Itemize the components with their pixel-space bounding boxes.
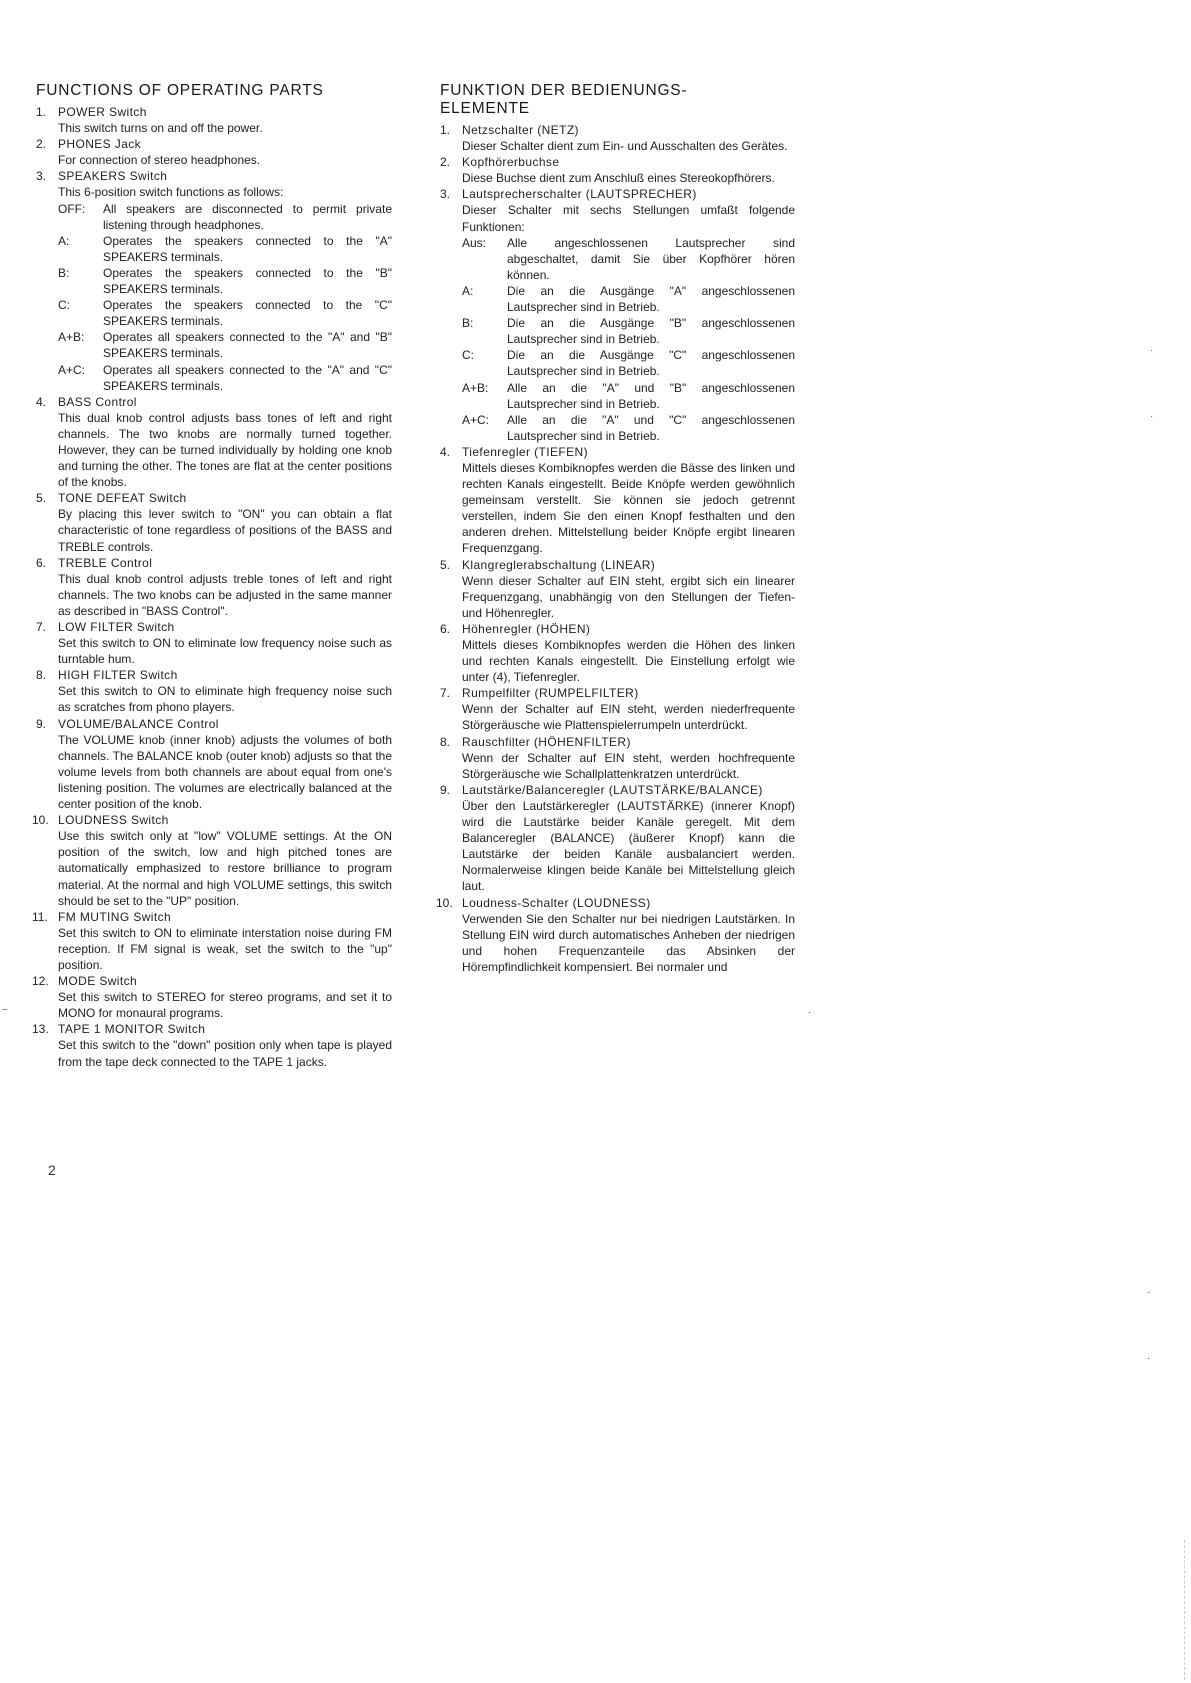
scan-speck: – [2, 1004, 8, 1015]
speaker-option [58, 265, 392, 297]
option-text: Die an die Ausgänge "A" angeschlossenen Lautsprecher sind in Betrieb. [507, 283, 795, 315]
speaker-option [58, 329, 392, 361]
option-text: Die an die Ausgänge "C" angeschlossenen Lautsprecher sind in Betrieb. [507, 348, 795, 379]
speaker-option [462, 235, 795, 283]
option-key: A+B: [58, 330, 85, 345]
item-number: 13. [32, 1022, 49, 1037]
item-body: Wenn der Schalter auf EIN steht, werden niederfrequente Störgeräusche wie Plattenspielerrumpeln unterdrückt. [462, 702, 795, 733]
option-key: OFF: [58, 201, 86, 216]
item-body: Dieser Schalter mit sechs Stellungen umfaßt folgende Funktionen: [462, 203, 795, 234]
item-body: Mittels dieses Kombiknopfes werden die Höhen des linken und rechten Kanals eingestellt. Die Einstellung erfolgt wie unter (4), Tiefenregler. [462, 638, 795, 685]
scan-speck: · [808, 1007, 812, 1018]
option-text: Alle an die "A" und "C" angeschlossenen Lautsprecher sind in Betrieb. [507, 412, 795, 443]
option-text: Operates all speakers connected to the "A" and "B" SPEAKERS terminals. [103, 330, 392, 361]
item-body: Set this switch to ON to eliminate low frequency noise such as turntable hum. [58, 636, 392, 667]
option-key: Aus: [462, 235, 487, 250]
item-title: Rauschfilter (HÖHENFILTER) [462, 734, 631, 749]
speaker-option [462, 347, 795, 379]
page-number: 2 [48, 1162, 56, 1178]
list-item [36, 394, 392, 491]
list-item [36, 104, 392, 136]
item-body: Diese Buchse dient zum Anschluß eines Stereokopfhörers. [462, 171, 775, 186]
list-item [36, 619, 392, 667]
speaker-option [58, 297, 392, 329]
scan-speck: · [1150, 345, 1154, 356]
option-key: A: [58, 233, 70, 248]
scan-speck: · [1150, 411, 1154, 422]
item-body: Set this switch to the "down" position only when tape is played from the tape deck connected to the TAPE 1 jacks. [58, 1038, 392, 1069]
option-key: A: [462, 283, 474, 298]
list-item [36, 555, 392, 619]
item-body: The VOLUME knob (inner knob) adjusts the volumes of both channels. The BALANCE knob (outer knob) adjusts so that the volume levels from both channels are about equal from one's listening position. The volumes are electrically balanced at the center position of the knob. [58, 732, 392, 812]
item-number: 6. [36, 555, 47, 570]
item-number: 6. [440, 621, 451, 636]
item-title: TREBLE Control [58, 555, 153, 570]
item-number: 1. [440, 123, 451, 137]
item-number: 2. [36, 137, 47, 152]
item-body: This dual knob control adjusts treble tones of left and right channels. The two knobs can be adjusted in the same manner as described in "BASS Control". [58, 571, 392, 618]
speaker-option [462, 380, 795, 412]
option-key: A+C: [462, 412, 490, 427]
item-body: This dual knob control adjusts bass tones of left and right channels. The two knobs are normally turned together. However, they can be turned individually by holding one knob and turning the other. The tones are flat at the center positions of the knobs. [58, 410, 392, 490]
list-item [440, 186, 795, 444]
option-key: A+C: [58, 362, 86, 377]
option-text: Die an die Ausgänge "B" angeschlossenen Lautsprecher sind in Betrieb. [507, 316, 795, 347]
speaker-option [462, 315, 795, 347]
item-title: LOW FILTER Switch [58, 620, 175, 634]
item-body: Verwenden Sie den Schalter nur bei niedrigen Lautstärken. In Stellung EIN wird durch automatisches Anheben der niedrigen und hohen Frequenzanteile das Absinken der Hörempfindlichkeit kompensiert. Bei normaler und [462, 911, 795, 974]
list-item [440, 154, 795, 186]
item-title: Kopfhörerbuchse [462, 155, 560, 170]
item-title: TONE DEFEAT Switch [58, 491, 187, 506]
list-item [440, 685, 795, 733]
item-title: POWER Switch [58, 105, 147, 119]
item-title: HIGH FILTER Switch [58, 668, 178, 683]
item-body: Über den Lautstärkeregler (LAUTSTÄRKE) (innerer Knopf) wird die Lautstärke beider Kanäle geregelt. Mit dem Balanceregler (BALANCE) (äußerer Knopf) kann die Lautstärke der beiden Kanäle ausbalanciert werden. Normalerweise klingen beide Kanäle bei Mittelstellung gleich laut. [462, 798, 795, 894]
option-text: Alle angeschlossenen Lautsprecher sind abgeschaltet, damit Sie über Kopfhörer hören können. [507, 235, 795, 282]
item-title: VOLUME/BALANCE Control [58, 716, 219, 731]
item-body: Dieser Schalter dient zum Ein- und Ausschalten des Gerätes. [462, 139, 788, 154]
item-title: Lautstärke/Balanceregler (LAUTSTÄRKE/BALANCE) [462, 782, 763, 797]
list-item [440, 734, 795, 782]
item-body: This switch turns on and off the power. [58, 121, 263, 136]
item-title: Tiefenregler (TIEFEN) [462, 444, 588, 459]
item-number: 3. [36, 169, 47, 184]
list-item [436, 895, 795, 975]
list-item [32, 909, 392, 973]
list-item [36, 168, 392, 393]
item-number: 9. [440, 782, 451, 797]
scan-speck: · [1147, 1353, 1151, 1364]
list-item [440, 621, 795, 685]
list-item [36, 490, 392, 554]
option-key: C: [462, 348, 474, 363]
item-body: Wenn dieser Schalter auf EIN steht, ergibt sich ein linearer Frequenzgang, unabhängig von den Stellungen der Tiefen- und Höhenregler. [462, 573, 795, 620]
option-text: Operates all speakers connected to the "A" and "C" SPEAKERS terminals. [103, 362, 392, 393]
option-key: B: [462, 316, 474, 331]
item-number: 1. [36, 105, 47, 119]
item-number: 11. [32, 909, 48, 924]
item-number: 4. [440, 444, 451, 459]
option-key: B: [58, 265, 70, 280]
item-number: 12. [32, 974, 49, 989]
item-title: Rumpelfilter (RUMPELFILTER) [462, 686, 639, 701]
english-list [32, 104, 392, 1070]
item-body: Use this switch only at "low" VOLUME settings. At the ON position of the switch, low and high pitched tones are automatically emphasized to restore brilliance to program material. At the normal and high VOLUME settings, this switch should be set to the "UP" position. [58, 829, 392, 908]
item-number: 8. [36, 668, 47, 683]
option-text: Alle an die "A" und "B" angeschlossenen Lautsprecher sind in Betrieb. [507, 380, 795, 411]
option-text: All speakers are disconnected to permit private listening through headphones. [103, 201, 392, 232]
item-title: Netzschalter (NETZ) [462, 123, 579, 137]
scan-speck: · [1147, 1287, 1151, 1298]
item-title: LOUDNESS Switch [58, 813, 169, 828]
option-text: Operates the speakers connected to the "A" SPEAKERS terminals. [103, 233, 392, 264]
item-body: Set this switch to ON to eliminate high frequency noise such as scratches from phono players. [58, 684, 392, 715]
speaker-option [58, 233, 392, 265]
german-column [436, 82, 795, 975]
item-number: 10. [436, 895, 453, 910]
item-title: TAPE 1 MONITOR Switch [58, 1022, 206, 1037]
speaker-option [58, 201, 392, 233]
item-number: 7. [36, 620, 47, 634]
item-title: Höhenregler (HÖHEN) [462, 621, 591, 636]
option-key: C: [58, 298, 70, 313]
list-item [32, 1021, 392, 1069]
list-item [36, 667, 392, 715]
german-list [436, 122, 795, 975]
item-number: 2. [440, 155, 451, 170]
scan-edge [1183, 1540, 1185, 1680]
item-body: Set this switch to STEREO for stereo programs, and set it to MONO for monaural programs. [58, 990, 392, 1021]
item-number: 5. [36, 491, 47, 506]
item-body: Wenn der Schalter auf EIN steht, werden hochfrequente Störgeräusche wie Schallplattenkratzen unterdrückt. [462, 750, 795, 781]
item-body: Mittels dieses Kombiknopfes werden die Bässe des linken und rechten Kanals eingestellt. Beide Knöpfe werden gewöhnlich gemeinsam verstellt. Sie können sie jedoch getrennt verstellen, indem Sie den einen Knopf festhalten und den anderen drehen. Mittelstellung beider Knöpfe ergibt linearen Frequenzgang. [462, 460, 795, 556]
list-item [440, 557, 795, 621]
item-number: 4. [36, 394, 47, 409]
speaker-option [462, 283, 795, 315]
english-heading: FUNCTIONS OF OPERATING PARTS [36, 82, 324, 99]
german-heading: FUNKTION DER BEDIENUNGS-ELEMENTE [440, 82, 688, 117]
item-number: 3. [440, 187, 451, 202]
list-item [440, 444, 795, 557]
list-item [36, 136, 392, 168]
item-title: MODE Switch [58, 974, 138, 989]
list-item [36, 716, 392, 813]
option-key: A+B: [462, 380, 489, 395]
option-text: Operates the speakers connected to the "B" SPEAKERS terminals. [103, 265, 392, 297]
english-column [32, 82, 392, 1070]
item-title: BASS Control [58, 394, 137, 409]
item-title: PHONES Jack [58, 137, 142, 152]
item-title: Loudness-Schalter (LOUDNESS) [462, 895, 651, 910]
list-item [440, 782, 795, 895]
speaker-option [462, 412, 795, 444]
list-item [32, 973, 392, 1021]
item-number: 7. [440, 686, 451, 701]
item-title: Lautsprecherschalter (LAUTSPRECHER) [462, 187, 697, 202]
item-title: SPEAKERS Switch [58, 169, 168, 184]
option-text: Operates the speakers connected to the "C" SPEAKERS terminals. [103, 298, 392, 329]
item-number: 8. [440, 734, 451, 749]
item-number: 5. [440, 557, 451, 572]
item-body: By placing this lever switch to "ON" you can obtain a flat characteristic of tone regardless of positions of the BASS and TREBLE controls. [58, 507, 392, 554]
item-number: 10. [32, 813, 49, 828]
item-number: 9. [36, 716, 47, 731]
list-item [440, 122, 795, 154]
item-title: FM MUTING Switch [58, 909, 172, 924]
speaker-option [58, 362, 392, 394]
item-body: This 6-position switch functions as follows: [58, 185, 284, 200]
item-title: Klangreglerabschaltung (LINEAR) [462, 557, 656, 572]
item-body: For connection of stereo headphones. [58, 153, 261, 168]
item-body: Set this switch to ON to eliminate interstation noise during FM reception. If FM signal is weak, set the switch to the "up" position. [58, 925, 392, 972]
list-item [32, 812, 392, 909]
